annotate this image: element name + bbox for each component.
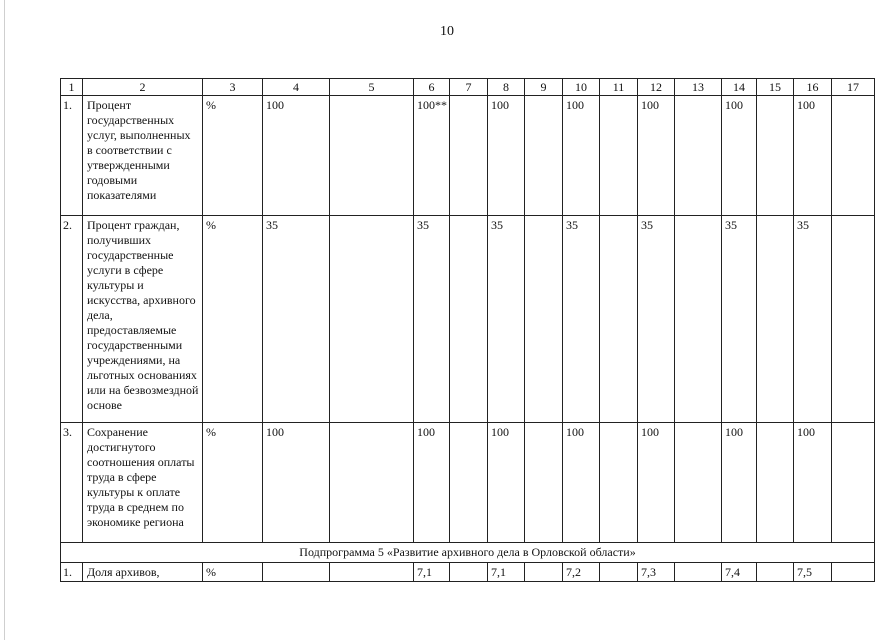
- value-cell: [675, 563, 722, 582]
- value-cell: 35: [638, 216, 675, 423]
- indicator-name: Сохранение достигнутого соотношения оплаты труда в сфере культуры к оплате труда в среднем по экономике региона: [83, 423, 203, 543]
- value-cell: [600, 216, 638, 423]
- value-cell: 100: [794, 423, 832, 543]
- table-row: [61, 216, 875, 423]
- value-cell: [757, 96, 794, 216]
- page-number: 10: [440, 24, 454, 39]
- header-cell: 17: [832, 79, 875, 96]
- indicator-name: Процент государственных услуг, выполненных в соответствии с утвержденными годовыми показателями: [83, 96, 203, 216]
- value-cell: 35: [263, 216, 330, 423]
- subprogram-title: Подпрограмма 5 «Развитие архивного дела в Орловской области»: [61, 543, 875, 563]
- row-number: 1.: [61, 96, 83, 216]
- header-cell: 4: [263, 79, 330, 96]
- value-cell: 100: [638, 423, 675, 543]
- header-cell: 16: [794, 79, 832, 96]
- unit-cell: %: [203, 563, 263, 582]
- header-cell: 15: [757, 79, 794, 96]
- subprogram-row: [61, 543, 875, 563]
- value-cell: 100: [722, 423, 757, 543]
- indicators-table: [60, 78, 875, 582]
- unit-cell: %: [203, 216, 263, 423]
- value-cell: [832, 563, 875, 582]
- header-cell: 14: [722, 79, 757, 96]
- header-cell: 6: [414, 79, 450, 96]
- header-cell: 11: [600, 79, 638, 96]
- value-cell: [675, 96, 722, 216]
- indicator-name: Процент граждан, получивших государственные услуги в сфере культуры и искусства, архивного дела, предоставляемые государственными учреждениями, на льготных основаниях или на безвозмездной основе: [83, 216, 203, 423]
- row-number: 1.: [61, 563, 83, 582]
- table-row: [61, 563, 875, 582]
- value-cell: [330, 96, 414, 216]
- header-cell: 5: [330, 79, 414, 96]
- row-number: 3.: [61, 423, 83, 543]
- value-cell: 100: [638, 96, 675, 216]
- value-cell: [330, 563, 414, 582]
- value-cell: 100: [488, 423, 525, 543]
- value-cell: [832, 96, 875, 216]
- value-cell: 7,5: [794, 563, 832, 582]
- value-cell: [525, 216, 563, 423]
- value-cell: 7,1: [414, 563, 450, 582]
- unit-cell: %: [203, 96, 263, 216]
- header-cell: 9: [525, 79, 563, 96]
- value-cell: [832, 423, 875, 543]
- value-cell: 100: [263, 96, 330, 216]
- value-cell: [757, 216, 794, 423]
- table-row: [61, 96, 875, 216]
- value-cell: [450, 216, 488, 423]
- header-cell: 7: [450, 79, 488, 96]
- value-cell: [600, 423, 638, 543]
- unit-cell: %: [203, 423, 263, 543]
- value-cell: [525, 563, 563, 582]
- value-cell: 100: [722, 96, 757, 216]
- value-cell: [330, 216, 414, 423]
- value-cell: [757, 563, 794, 582]
- header-cell: 2: [83, 79, 203, 96]
- column-number-row: [61, 79, 875, 96]
- value-cell: [675, 423, 722, 543]
- value-cell: 7,2: [563, 563, 600, 582]
- header-cell: 13: [675, 79, 722, 96]
- indicator-name: Доля архивов,: [83, 563, 203, 582]
- value-cell: [330, 423, 414, 543]
- value-cell: 7,1: [488, 563, 525, 582]
- value-cell: [757, 423, 794, 543]
- header-cell: 10: [563, 79, 600, 96]
- value-cell: 100: [263, 423, 330, 543]
- value-cell: [450, 96, 488, 216]
- header-cell: 12: [638, 79, 675, 96]
- value-cell: 100: [794, 96, 832, 216]
- value-cell: 100: [563, 423, 600, 543]
- value-cell: [600, 563, 638, 582]
- value-cell: 35: [794, 216, 832, 423]
- table-row: [61, 423, 875, 543]
- value-cell: [675, 216, 722, 423]
- header-cell: 1: [61, 79, 83, 96]
- value-cell: 7,4: [722, 563, 757, 582]
- value-cell: [525, 423, 563, 543]
- value-cell: [525, 96, 563, 216]
- value-cell: [450, 563, 488, 582]
- value-cell: [263, 563, 330, 582]
- value-cell: [450, 423, 488, 543]
- value-cell: 100**: [414, 96, 450, 216]
- value-cell: 100: [563, 96, 600, 216]
- value-cell: [832, 216, 875, 423]
- value-cell: 35: [563, 216, 600, 423]
- value-cell: 35: [488, 216, 525, 423]
- value-cell: 35: [722, 216, 757, 423]
- value-cell: 35: [414, 216, 450, 423]
- header-cell: 8: [488, 79, 525, 96]
- header-cell: 3: [203, 79, 263, 96]
- value-cell: 7,3: [638, 563, 675, 582]
- value-cell: 100: [414, 423, 450, 543]
- row-number: 2.: [61, 216, 83, 423]
- page-left-edge: [4, 0, 5, 640]
- value-cell: [600, 96, 638, 216]
- value-cell: 100: [488, 96, 525, 216]
